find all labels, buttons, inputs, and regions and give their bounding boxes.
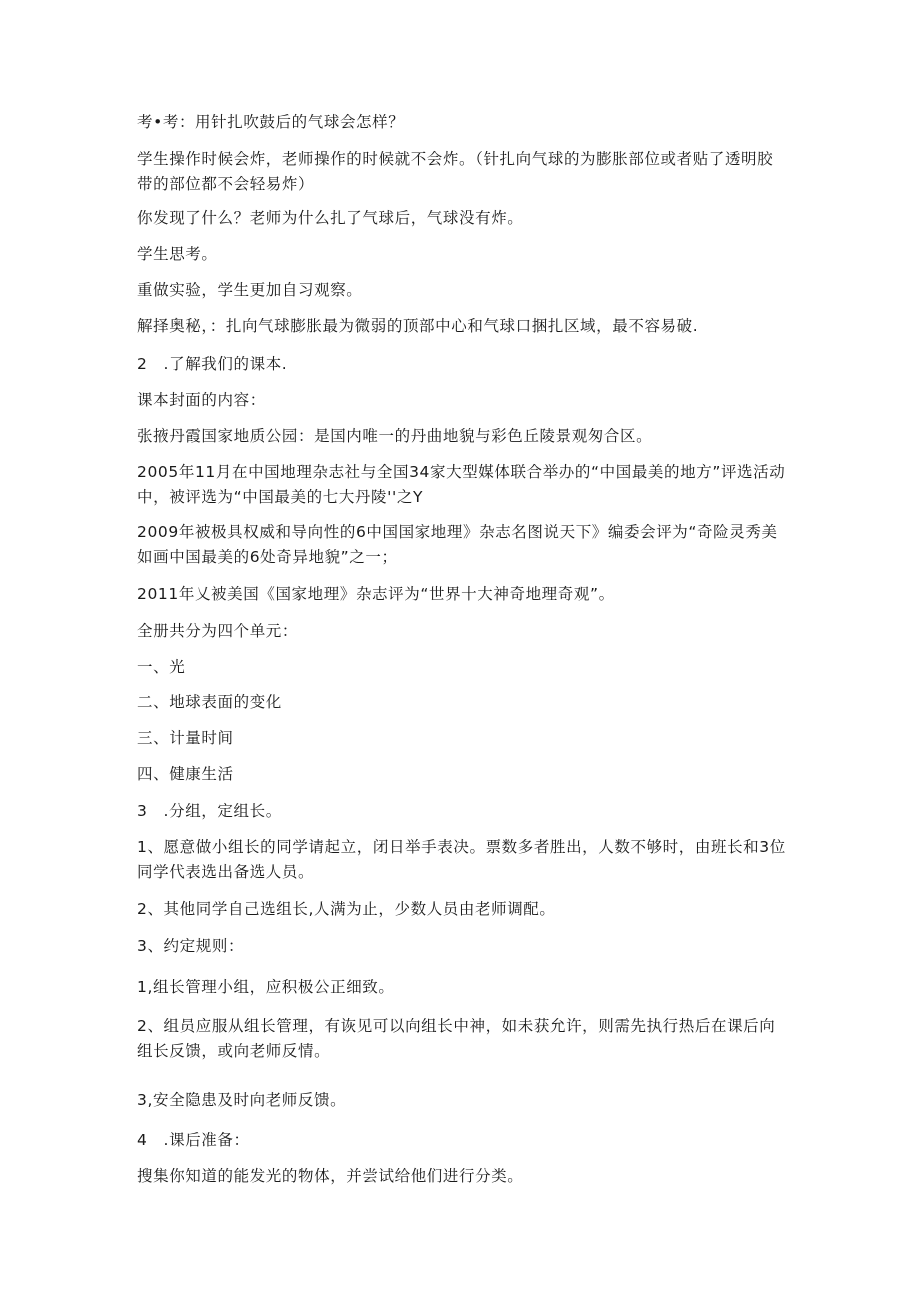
paragraph-other-students: 2、其他同学自己选组长,人满为止，少数人员由老师调配。 <box>137 900 556 918</box>
unit-item-2: 二、地球表面的变化 <box>137 693 282 711</box>
unit-item-1: 一、光 <box>137 658 186 676</box>
paragraph-student-operation: 学生操作时候会炸，老师操作的时候就不会炸。（针扎向气球的为膨胀部位或者贴了透明胶带的部位都不会轻易炸） <box>137 150 774 193</box>
paragraph-2005: 2005年11月在中国地理杂志社与全国34家大型媒体联合举办的“中国最美的地方”评选活动中，被评选为“中国最美的七大丹陵''之Y <box>137 463 786 506</box>
rule-item-1: 1,组长管理小组，应积极公正细致。 <box>137 978 395 996</box>
rule-item-2: 2、组员应服从组长管理，有诙见可以向组长中神，如未获允许，则需先执行热后在课后向组长反馈，或向老师反情。 <box>137 1017 776 1060</box>
paragraph-student-think: 学生思考。 <box>137 245 218 263</box>
paragraph-redo-experiment: 重做实验，学生更加自习观察。 <box>137 281 363 299</box>
section-heading-2: 2 .了解我们的课本. <box>137 355 288 373</box>
paragraph-what-found: 你发现了什么？老师为什么扎了气球后，气球没有炸。 <box>137 209 524 227</box>
paragraph-four-units: 全册共分为四个单元： <box>137 622 299 640</box>
paragraph-group-leader-vote: 1、愿意做小组长的同学请起立，闭日举手表决。票数多者胜出，人数不够时，由班长和3位同学代表选出备选人员。 <box>137 838 786 881</box>
paragraph-quiz-question: 考•考：用针扎吹鼓后的气球会怎样？ <box>137 113 405 131</box>
paragraph-cover-content: 课本封面的内容： <box>137 391 266 409</box>
paragraph-explain-secret: 解择奥秘，：扎向气球膨胀最为微弱的顶部中心和气球口捆扎区域，最不容易破. <box>137 317 699 335</box>
paragraph-homework: 搜集你知道的能发光的物体，并尝试给他们进行分类。 <box>137 1167 524 1185</box>
section-heading-3: 3 .分组，定组长。 <box>137 802 282 820</box>
paragraph-2009: 2009年被极具权威和导向性的6中国国家地理》杂志名图说天下》编委会评为“奇险灵秀美如画中国最美的6处奇异地貌”之一； <box>137 523 778 566</box>
rule-item-3: 3,安全隐患及时向老师反馈。 <box>137 1091 347 1109</box>
paragraph-zhangye: 张掖丹霞国家地质公园：是国内唯一的丹曲地貌与彩色丘陵景观匆合区。 <box>137 427 653 445</box>
unit-item-3: 三、计量时间 <box>137 729 234 747</box>
unit-item-4: 四、健康生活 <box>137 765 234 783</box>
paragraph-2011: 2011年乂被美国《国家地理》杂志评为“世界十大神奇地理奇观”。 <box>137 585 615 603</box>
paragraph-agreed-rules: 3、约定规则： <box>137 937 245 955</box>
section-heading-4: 4 .课后准备： <box>137 1131 250 1149</box>
